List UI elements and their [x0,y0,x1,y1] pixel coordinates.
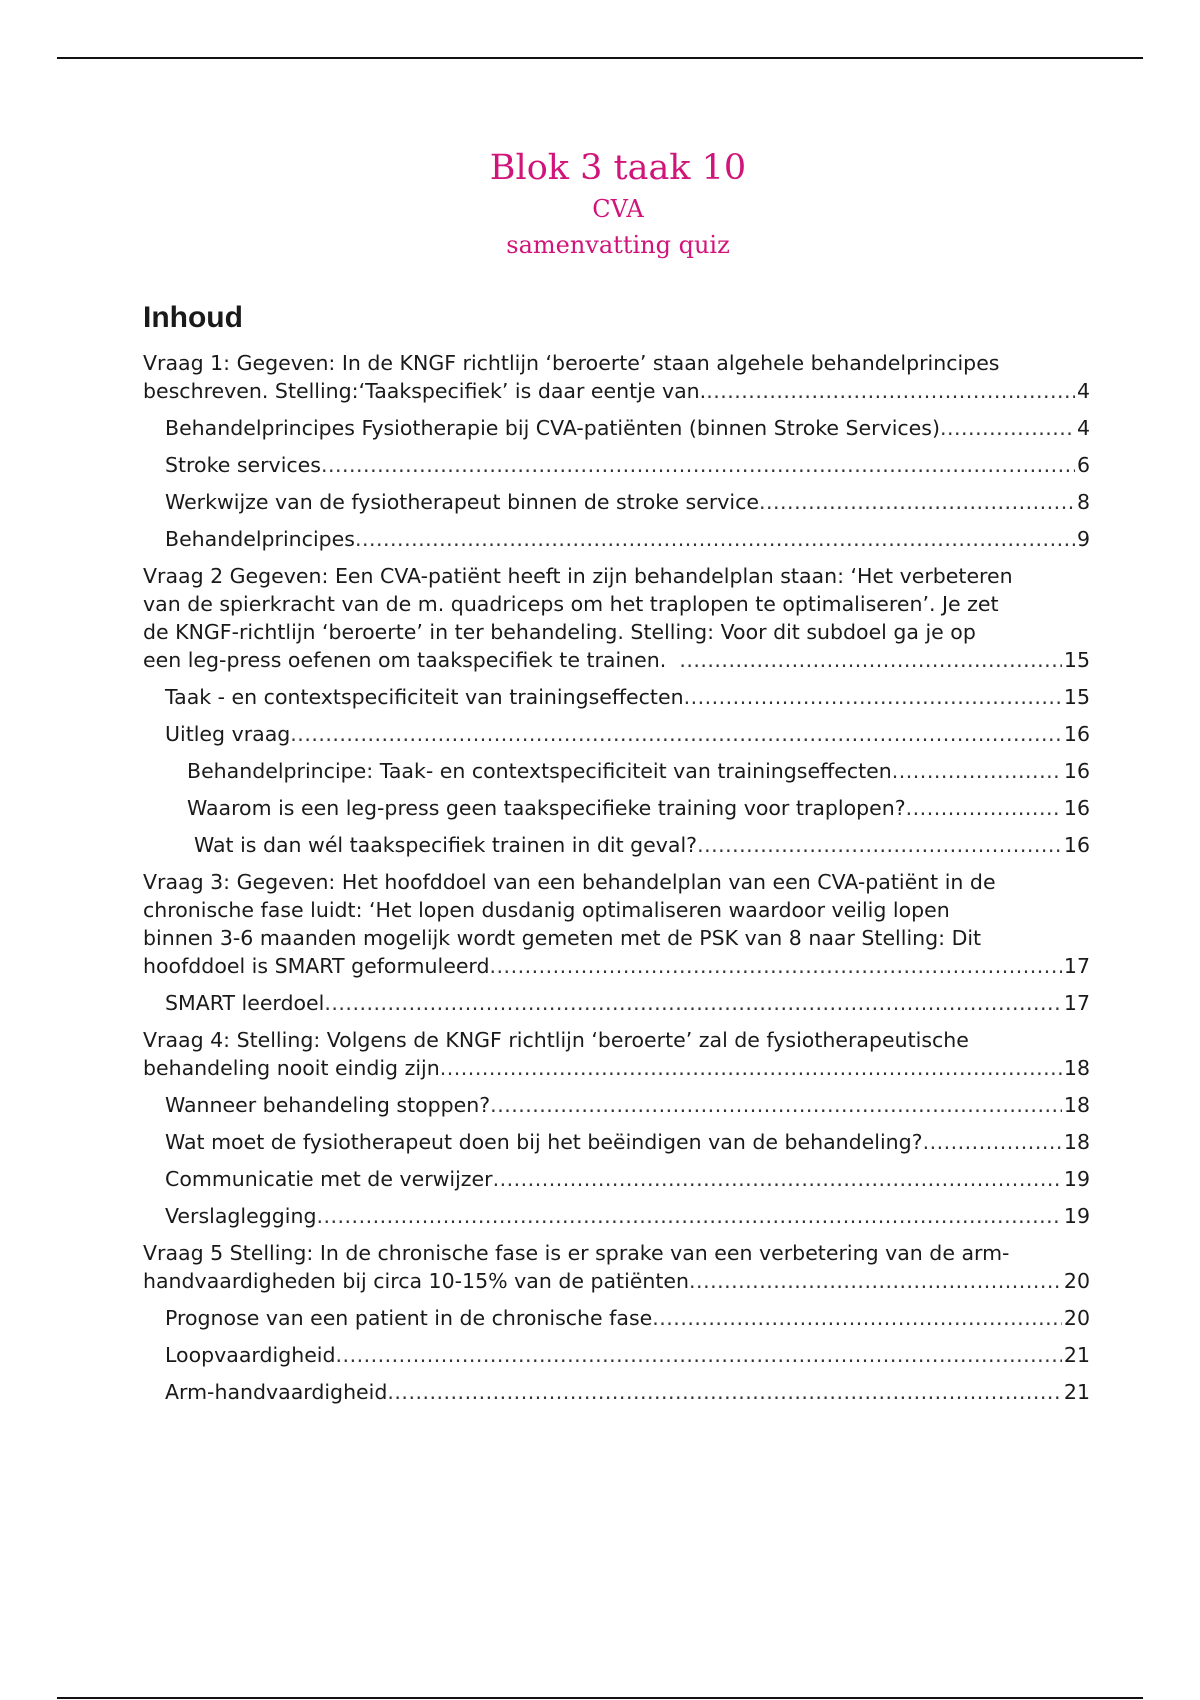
document-subtitle-topic: CVA [592,195,644,223]
toc-dot-leader [684,683,1062,711]
toc-dot-leader [336,1341,1062,1369]
toc-dot-leader [652,1304,1062,1332]
toc-entry-final-line [165,1378,1090,1406]
toc-page-number: 16 [1063,759,1090,783]
toc-dot-leader [440,1054,1062,1082]
toc-entry-verslaglegging[interactable] [143,1202,1090,1230]
toc-page-number: 4 [1076,416,1090,440]
toc-entry-final-line [165,1202,1090,1230]
toc-entry-title: Uitleg vraag [165,722,291,746]
toc-page-number: 16 [1063,796,1090,820]
toc-entry-line: Vraag 4: Stelling: Volgens de KNGF richtlijn ‘beroerte’ zal de fysiotherapeutische [143,1028,969,1052]
toc-entry-final-line [165,1304,1090,1332]
toc-entry-final-line [143,646,1090,674]
toc-entry-final-line [143,377,1090,405]
toc-entry-title: een leg-press oefenen om taakspecifiek te trainen. [143,648,680,672]
toc-page-number: 18 [1063,1130,1090,1154]
toc-entry-title: behandeling nooit eindig zijn [143,1056,440,1080]
toc-entry-final-line [165,1165,1090,1193]
toc-entry-loopvaardigheid[interactable] [143,1341,1090,1369]
toc-entry-title: beschreven. Stelling:‘Taakspecifiek’ is daar eentje van. [143,379,707,403]
toc-entry-final-line [165,683,1090,711]
toc-entry-title: hoofddoel is SMART geformuleerd [143,954,490,978]
toc-entry-final-line [143,1267,1090,1295]
toc-entry-title: Wat moet de fysiotherapeut doen bij het beëindigen van de behandeling? [165,1130,923,1154]
toc-entry-line: chronische fase luidt: ‘Het lopen dusdanig optimaliseren waardoor veilig lopen [143,898,950,922]
toc-entry-title: Loopvaardigheid [165,1343,336,1367]
toc-page-number: 18 [1063,1056,1090,1080]
toc-entry-final-line [194,831,1090,859]
toc-entry-title: Wat is dan wél taakspecifiek trainen in dit geval? [194,833,698,857]
toc-entry-final-line [165,989,1090,1017]
toc-entry-title: Verslaglegging [165,1204,317,1228]
toc-entry-wat-is-taakspecifiek[interactable] [143,831,1090,859]
toc-page-number: 15 [1063,685,1090,709]
toc-page-number: 15 [1063,648,1090,672]
toc-entry-behandelprincipes[interactable] [143,525,1090,553]
toc-entry-line: van de spierkracht van de m. quadriceps om het traplopen te optimaliseren’. Je zet [143,592,999,616]
toc-entry-prognose-chronische-fase[interactable] [143,1304,1090,1332]
toc-dot-leader [321,451,1075,479]
toc-entry-stroke-services[interactable] [143,451,1090,479]
toc-entry-title: Communicatie met de verwijzer [165,1167,493,1191]
toc-dot-leader [906,794,1062,822]
toc-entry-title: handvaardigheden bij circa 10-15% van de patiënten [143,1269,690,1293]
toc-page-number: 6 [1076,453,1090,477]
toc-dot-leader [689,1267,1062,1295]
toc-entry-final-line [165,1128,1090,1156]
toc-entry-final-line [165,451,1090,479]
toc-entry-final-line [165,525,1090,553]
toc-entry-vraag-5[interactable] [143,1239,1090,1295]
toc-entry-line: de KNGF-richtlijn ‘beroerte’ in ter behandeling. Stelling: Voor dit subdoel ga je op [143,620,976,644]
toc-entry-title: Werkwijze van de fysiotherapeut binnen de stroke service [165,490,759,514]
toc-entry-title: Taak - en contextspecificiteit van trainingseffecten [165,685,684,709]
toc-page-number: 8 [1076,490,1090,514]
toc-page-number: 19 [1063,1204,1090,1228]
toc-dot-leader [324,989,1062,1017]
toc-entry-title: Behandelprincipe: Taak- en contextspecificiteit van trainingseffecten [187,759,892,783]
toc-entry-smart-leerdoel[interactable] [143,989,1090,1017]
toc-page-number: 16 [1063,722,1090,746]
document-subtitle-type: samenvatting quiz [506,231,730,259]
toc-dot-leader [759,488,1075,516]
toc-heading: Inhoud [143,301,243,334]
toc-entry-line: Vraag 3: Gegeven: Het hoofddoel van een behandelplan van een CVA-patiënt in de [143,870,996,894]
toc-entry-title: Stroke services [165,453,321,477]
toc-entry-wanneer-stoppen[interactable] [143,1091,1090,1119]
title-block [0,145,1200,263]
toc-page-number: 16 [1063,833,1090,857]
toc-page-number: 20 [1063,1269,1090,1293]
toc-entry-final-line [143,1054,1090,1082]
toc-dot-leader [387,1378,1062,1406]
bottom-rule [57,1697,1143,1699]
toc-entry-taak-contextspecificiteit[interactable] [143,683,1090,711]
toc-entry-vraag-1[interactable] [143,349,1090,405]
toc-entry-line: binnen 3-6 maanden mogelijk wordt gemeten met de PSK van 8 naar Stelling: Dit [143,926,982,950]
toc-page-number: 19 [1063,1167,1090,1191]
toc-entry-title: Arm-handvaardigheid [165,1380,388,1404]
toc-entry-final-line [165,488,1090,516]
toc-entry-uitleg-vraag[interactable] [143,720,1090,748]
toc-entry-vraag-3[interactable] [143,868,1090,980]
toc-entry-behandelprincipes-fysiotherapie[interactable] [143,414,1090,442]
toc-entry-final-line [165,1341,1090,1369]
table-of-contents [143,349,1090,1415]
toc-entry-final-line [165,720,1090,748]
toc-entry-arm-handvaardigheid[interactable] [143,1378,1090,1406]
toc-entry-final-line [165,1091,1090,1119]
toc-dot-leader [355,525,1075,553]
toc-entry-line: Vraag 5 Stelling: In de chronische fase is er sprake van een verbetering van de arm- [143,1241,1010,1265]
toc-page-number: 20 [1063,1306,1090,1330]
toc-entry-final-line [187,794,1090,822]
toc-entry-werkwijze-fysiotherapeut[interactable] [143,488,1090,516]
toc-page-number: 18 [1063,1093,1090,1117]
toc-dot-leader [892,757,1062,785]
toc-dot-leader [697,831,1062,859]
toc-entry-beeindigen-behandeling[interactable] [143,1128,1090,1156]
toc-dot-leader [316,1202,1061,1230]
toc-entry-vraag-4[interactable] [143,1026,1090,1082]
toc-entry-final-line [143,952,1090,980]
toc-entry-behandelprincipe-taak[interactable] [143,757,1090,785]
toc-dot-leader [290,720,1062,748]
toc-entry-waarom-leg-press[interactable] [143,794,1090,822]
toc-dot-leader [490,1091,1062,1119]
toc-entry-title: Behandelprincipes [165,527,355,551]
toc-dot-leader [679,646,1062,674]
toc-entry-communicatie-verwijzer[interactable] [143,1165,1090,1193]
toc-dot-leader [490,952,1062,980]
toc-entry-title: Prognose van een patient in de chronische fase [165,1306,653,1330]
toc-page-number: 9 [1076,527,1090,551]
toc-page-number: 21 [1063,1380,1090,1404]
toc-dot-leader [706,377,1075,405]
toc-page-number: 17 [1063,954,1090,978]
toc-page-number: 17 [1063,991,1090,1015]
toc-entry-line: Vraag 1: Gegeven: In de KNGF richtlijn ‘beroerte’ staan algehele behandelprincipes [143,351,1000,375]
toc-entry-title: Waarom is een leg-press geen taakspecifieke training voor traplopen? [187,796,906,820]
document-title: Blok 3 taak 10 [489,148,747,188]
toc-entry-line: Vraag 2 Gegeven: Een CVA-patiënt heeft in zijn behandelplan staan: ‘Het verbeteren [143,564,1013,588]
toc-entry-title: Wanneer behandeling stoppen? [165,1093,491,1117]
top-rule [57,57,1143,59]
toc-entry-vraag-2[interactable] [143,562,1090,674]
toc-page-number: 21 [1063,1343,1090,1367]
toc-entry-final-line [187,757,1090,785]
toc-dot-leader [940,414,1075,442]
toc-entry-title: Behandelprincipes Fysiotherapie bij CVA-patiënten (binnen Stroke Services) [165,416,940,440]
toc-entry-title: SMART leerdoel [165,991,325,1015]
toc-dot-leader [923,1128,1062,1156]
toc-page-number: 4 [1076,379,1090,403]
toc-dot-leader [493,1165,1062,1193]
toc-entry-final-line [165,414,1090,442]
